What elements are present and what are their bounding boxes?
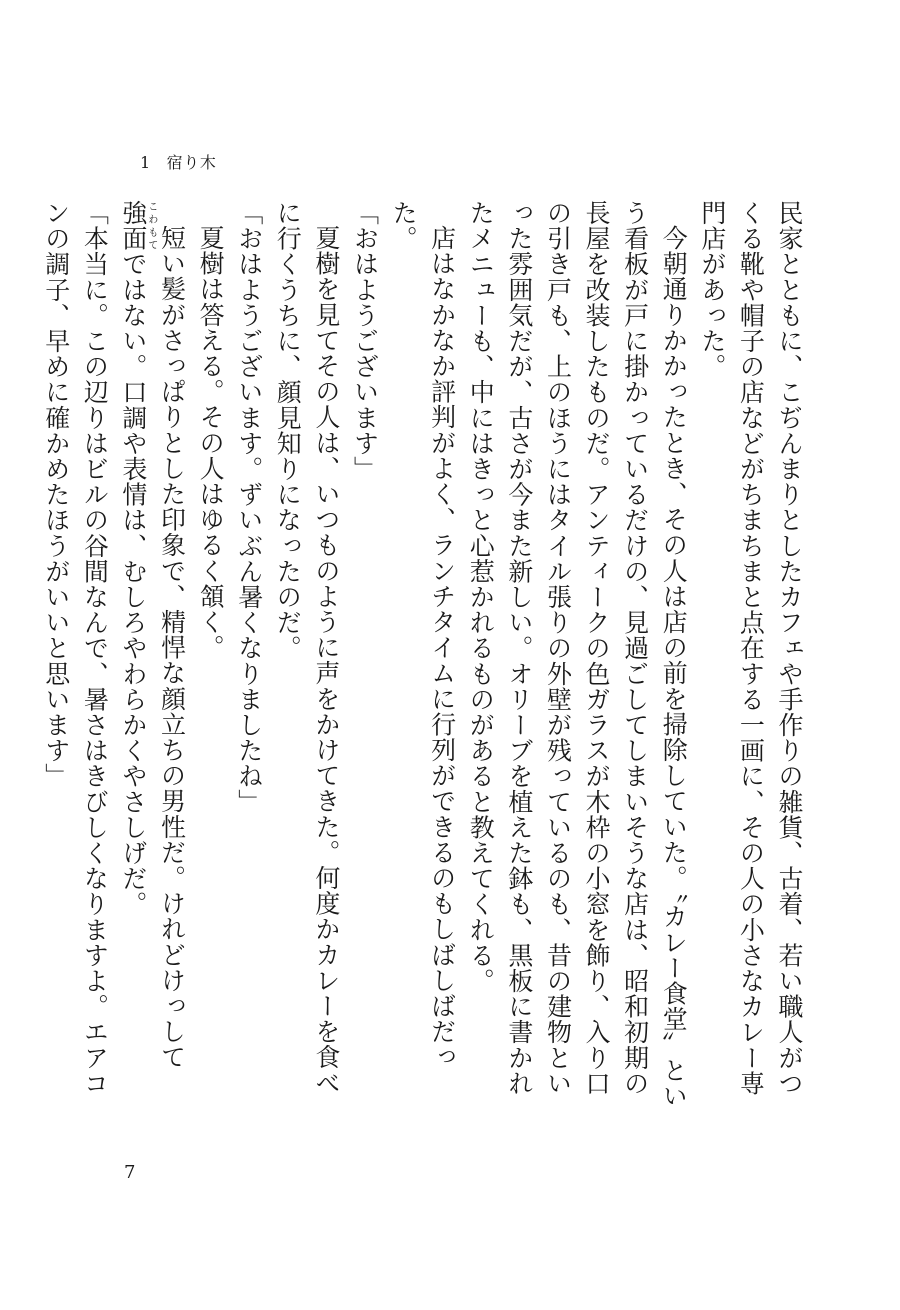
paragraph-7: 夏樹は答える。その人はゆるく頷く。 [196, 225, 226, 661]
paragraph-1: 民家とともに、こぢんまりとしたカフェや手作りの雑貨、古着、若い職人がつくる靴や帽子の店などがちまちまと点在する一画に、その人の小さなカレー専門店があった。 [697, 200, 804, 1096]
page-number: 7 [124, 1162, 136, 1183]
dialogue-line-3: 「本当に。この辺りはビルの谷間なんで、暑さはきびしくなりますよ。エアコンの調子、早めに確かめたほうがいいと思います」 [41, 200, 110, 1096]
ruby-base: 強面 [118, 200, 148, 252]
dialogue-line-2: 「おはようございます。ずいぶん暑くなりましたね」 [234, 200, 264, 815]
paragraph-2: 今朝通りかかったとき、その人は店の前を掃除していた。〝カレー食堂〟という看板が戸に掛かっているだけの、見過ごしてしまいそうな店は、昭和初期の長屋を改装したものだ。アンティークの色ガラスが木枠の小窓を飾り、入り口の引き戸も、上のほうにはタイル張りの外壁が残っているのも、昔の建物といった雰囲気だが、古さが今また新しい。オリーブを植えた鉢も、黒板に書かれたメニューも、中にはきっと心惹かれるものがあると教えてくれる。 [466, 200, 689, 1109]
vertical-text-body [41, 200, 808, 1120]
chapter-title: 宿り木 [166, 153, 217, 172]
paragraph-8-head: 短い髪がさっぱりとした印象で、精悍な顔立ちの男性だ。けれどけっして [157, 225, 187, 1070]
running-head [140, 150, 216, 173]
ruby-komote [118, 200, 157, 252]
paragraph-8-tail: ではない。口調や表情は、むしろやわらかくやさしげだ。 [118, 251, 148, 917]
paragraph-5: 夏樹を見てその人は、いつものように声をかけてきた。何度かカレーを食べに行くうちに、顔見知りになったのだ。 [273, 200, 341, 1096]
dialogue-line-1: 「おはようございます」 [350, 200, 380, 482]
chapter-number: 1 [140, 153, 151, 172]
ruby-reading: こわもて [145, 200, 157, 252]
paragraph-8 [113, 200, 190, 1120]
paragraph-3: 店はなかなか評判がよく、ランチタイムに行列ができるのもしばしばだった。 [389, 200, 457, 1070]
